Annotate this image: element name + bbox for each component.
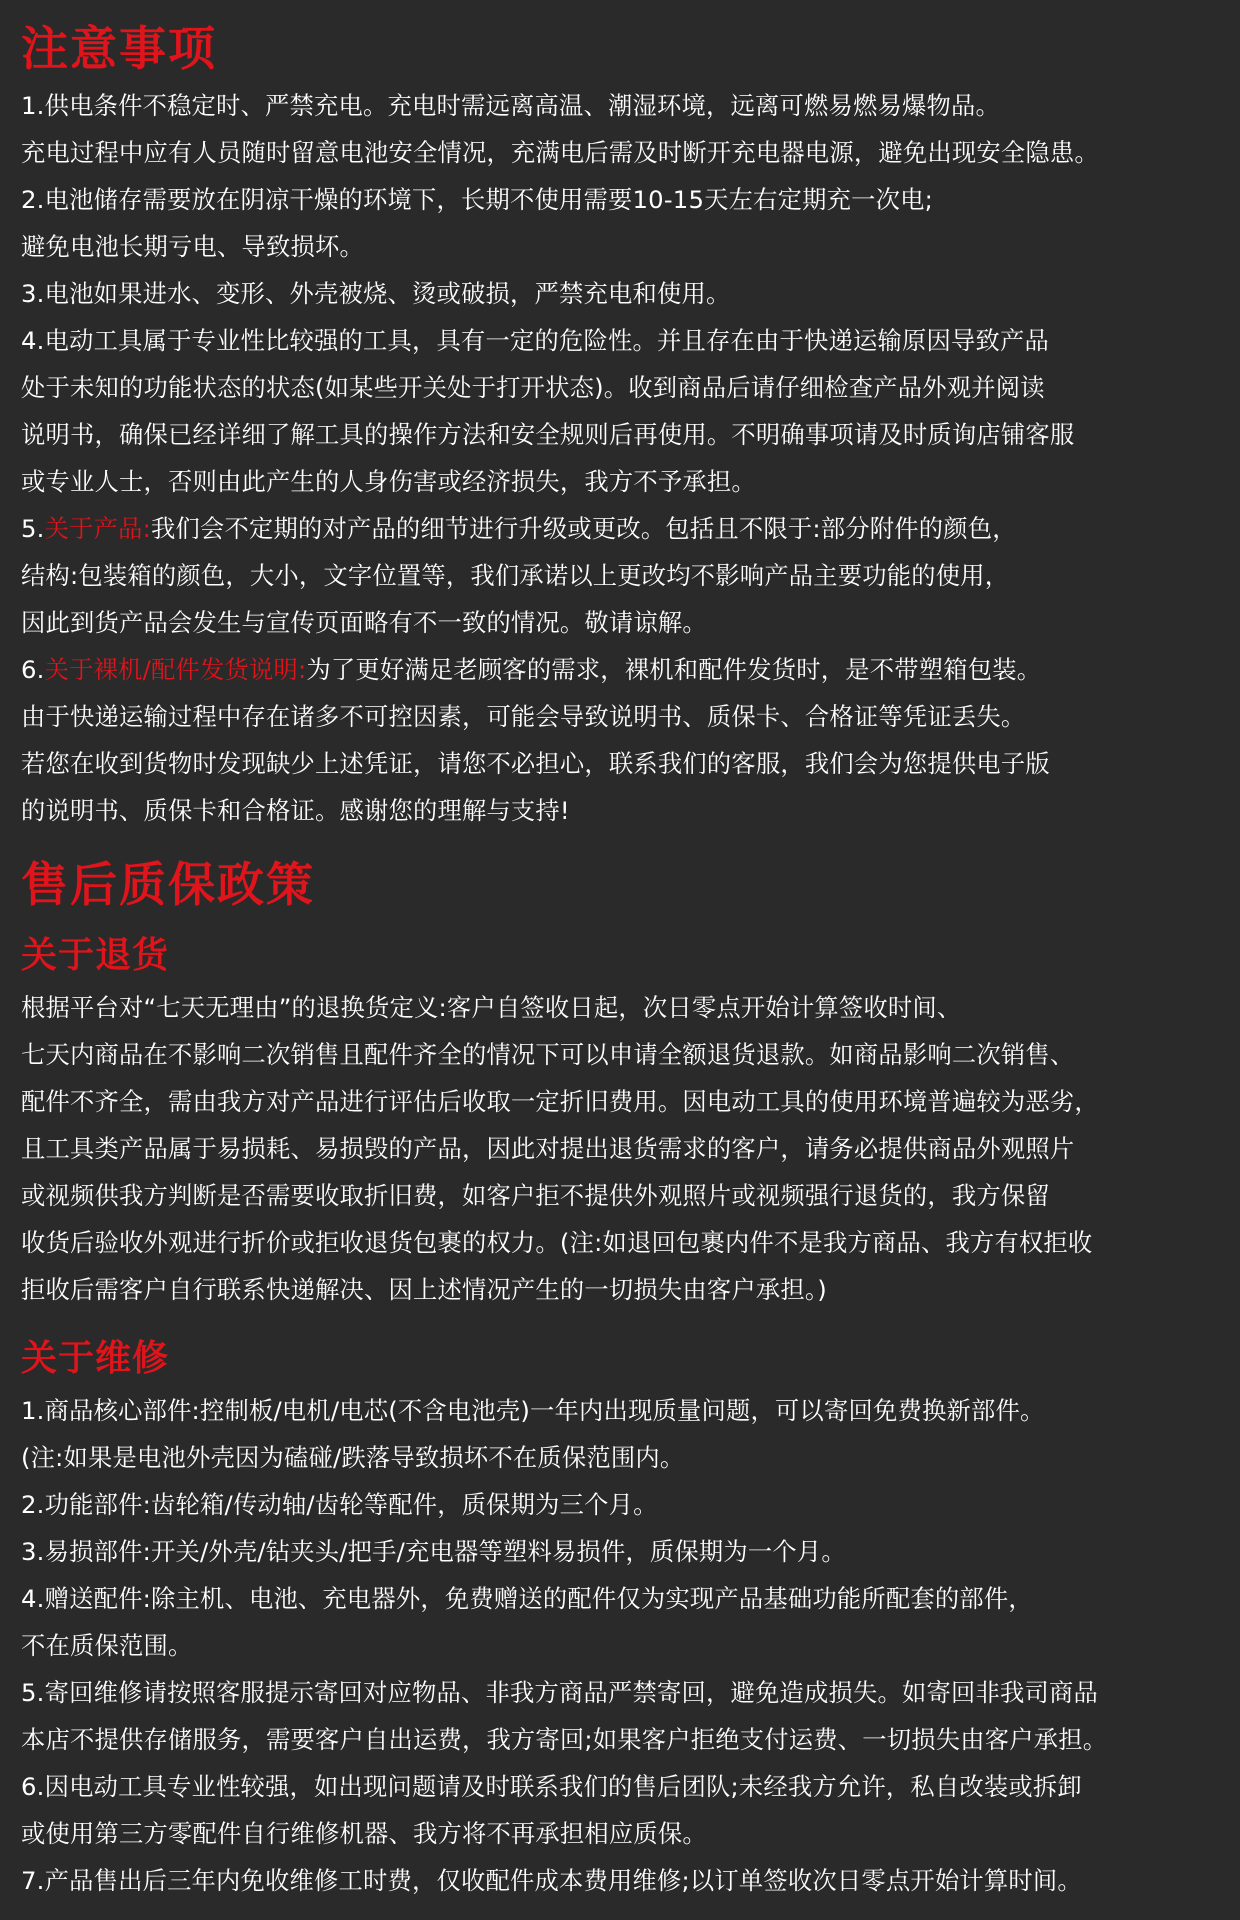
spacer bbox=[21, 834, 1228, 854]
repair-line: 5.寄回维修请按照客服提示寄回对应物品、非我方商品严禁寄回，避免造成损失。如寄回非我司商品 bbox=[21, 1678, 1098, 1707]
returns-line: 或视频供我方判断是否需要收取折旧费，如客户拒不提供外观照片或视频强行退货的，我方保留 bbox=[21, 1181, 1050, 1210]
notes-line: 若您在收到货物时发现缺少上述凭证，请您不必担心，联系我们的客服，我们会为您提供电子版 bbox=[21, 749, 1050, 778]
notes-line: 1.供电条件不稳定时、严禁充电。充电时需远离高温、潮湿环境，远离可燃易燃易爆物品。 bbox=[21, 91, 1000, 120]
notes-line: 避免电池长期亏电、导致损坏。 bbox=[21, 232, 364, 261]
item-6-text: 为了更好满足老顾客的需求，裸机和配件发货时，是不带塑箱包装。 bbox=[306, 655, 1042, 684]
repair-line: 2.功能部件:齿轮箱/传动轴/齿轮等配件，质保期为三个月。 bbox=[21, 1490, 658, 1519]
notes-line: 的说明书、质保卡和合格证。感谢您的理解与支持! bbox=[21, 796, 570, 825]
repair-body bbox=[21, 1387, 1228, 1904]
repair-line: 7.产品售出后三年内免收维修工时费，仅收配件成本费用维修;以订单签收次日零点开始计算时间。 bbox=[21, 1866, 1082, 1895]
repair-line: 本店不提供存储服务，需要客户自出运费，我方寄回;如果客户拒绝支付运费、一切损失由客户承担。 bbox=[21, 1725, 1108, 1754]
notes-item-6 bbox=[21, 646, 1228, 693]
repair-line: 4.赠送配件:除主机、电池、充电器外，免费赠送的配件仅为实现产品基础功能所配套的部件， bbox=[21, 1584, 1033, 1613]
notes-line: 结构:包装箱的颜色，大小，文字位置等，我们承诺以上更改均不影响产品主要功能的使用， bbox=[21, 561, 1010, 590]
returns-line: 七天内商品在不影响二次销售且配件齐全的情况下可以申请全额退货退款。如商品影响二次销售、 bbox=[21, 1040, 1075, 1069]
item-5-text: 我们会不定期的对产品的细节进行升级或更改。包括且不限于:部分附件的颜色， bbox=[150, 514, 1017, 543]
notes-line: 或专业人士，否则由此产生的人身伤害或经济损失，我方不予承担。 bbox=[21, 467, 756, 496]
notes-line: 因此到货产品会发生与宣传页面略有不一致的情况。敬请谅解。 bbox=[21, 608, 707, 637]
notes-line: 处于未知的功能状态的状态(如某些开关处于打开状态)。收到商品后请仔细检查产品外观并阅读 bbox=[21, 373, 1045, 402]
returns-line: 拒收后需客户自行联系快递解决、因上述情况产生的一切损失由客户承担。) bbox=[21, 1275, 827, 1304]
notes-line: 3.电池如果进水、变形、外壳被烧、烫或破损，严禁充电和使用。 bbox=[21, 279, 731, 308]
notes-body bbox=[21, 82, 1228, 834]
item-6-prefix: 6. bbox=[21, 655, 45, 684]
returns-line: 配件不齐全，需由我方对产品进行评估后收取一定折旧费用。因电动工具的使用环境普遍较为恶劣， bbox=[21, 1087, 1099, 1116]
spacer bbox=[21, 918, 1228, 928]
item-5-highlight: 关于产品: bbox=[44, 514, 151, 543]
repair-line: 3.易损部件:开关/外壳/钻夹头/把手/充电器等塑料易损件，质保期为一个月。 bbox=[21, 1537, 846, 1566]
notes-line: 充电过程中应有人员随时留意电池安全情况，充满电后需及时断开充电器电源，避免出现安全隐患。 bbox=[21, 138, 1099, 167]
policy-title: 售后质保政策 bbox=[21, 858, 315, 913]
repair-line: 6.因电动工具专业性较强，如出现问题请及时联系我们的售后团队;未经我方允许，私自改装或拆卸 bbox=[21, 1772, 1082, 1801]
returns-line: 根据平台对“七天无理由”的退换货定义:客户自签收日起，次日零点开始计算签收时间、 bbox=[21, 993, 962, 1022]
repair-line: 或使用第三方零配件自行维修机器、我方将不再承担相应质保。 bbox=[21, 1819, 707, 1848]
repair-line: (注:如果是电池外壳因为磕碰/跌落导致损坏不在质保范围内。 bbox=[21, 1443, 685, 1472]
notes-line: 4.电动工具属于专业性比较强的工具，具有一定的危险性。并且存在由于快递运输原因导致产品 bbox=[21, 326, 1049, 355]
repair-title: 关于维修 bbox=[21, 1338, 170, 1379]
notes-line: 由于快递运输过程中存在诸多不可控因素，可能会导致说明书、质保卡、合格证等凭证丢失。 bbox=[21, 702, 1026, 731]
item-5-prefix: 5. bbox=[21, 514, 45, 543]
returns-body bbox=[21, 984, 1228, 1313]
spacer bbox=[21, 1313, 1228, 1331]
returns-line: 且工具类产品属于易损耗、易损毁的产品，因此对提出退货需求的客户，请务必提供商品外观照片 bbox=[21, 1134, 1075, 1163]
repair-line: 1.商品核心部件:控制板/电机/电芯(不含电池壳)一年内出现质量问题，可以寄回免费换新部件。 bbox=[21, 1396, 1045, 1425]
item-6-highlight: 关于裸机/配件发货说明: bbox=[44, 655, 307, 684]
returns-title: 关于退货 bbox=[21, 935, 170, 976]
notes-line: 说明书，确保已经详细了解工具的操作方法和安全规则后再使用。不明确事项请及时质询店铺客服 bbox=[21, 420, 1075, 449]
notes-title: 注意事项 bbox=[21, 22, 217, 77]
notes-item-5 bbox=[21, 505, 1228, 552]
notes-line: 2.电池储存需要放在阴凉干燥的环境下，长期不使用需要10-15天左右定期充一次电; bbox=[21, 185, 933, 214]
returns-line: 收货后验收外观进行折价或拒收退货包裹的权力。(注:如退回包裹内件不是我方商品、我方有权拒收 bbox=[21, 1228, 1093, 1257]
repair-line: 不在质保范围。 bbox=[21, 1631, 193, 1660]
